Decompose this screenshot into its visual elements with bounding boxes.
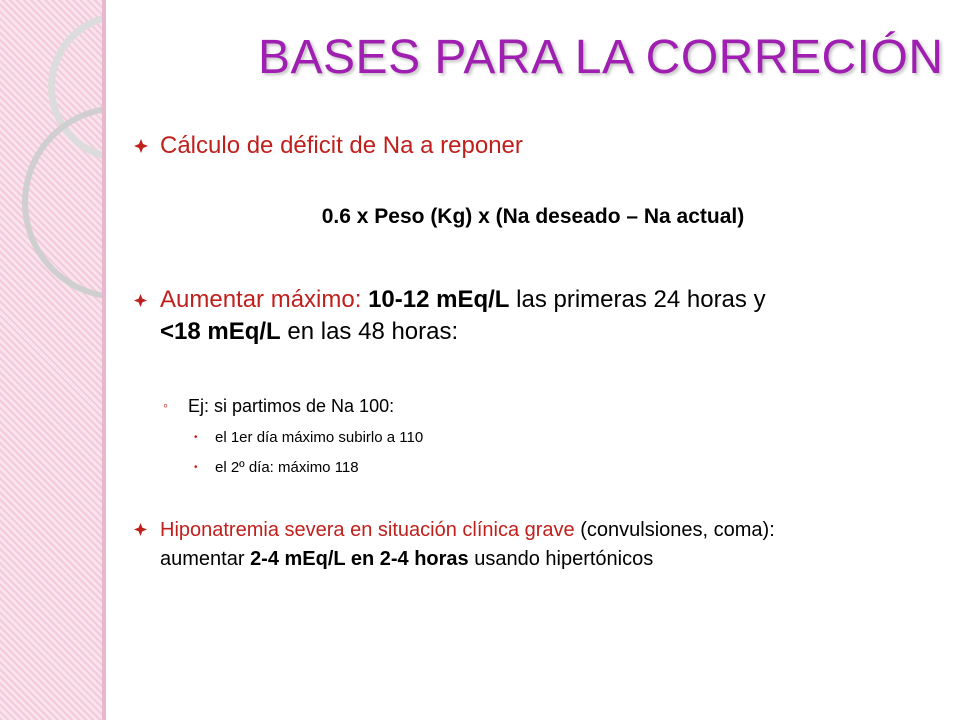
diamond-bullet-icon [134,294,147,307]
severe-text: (convulsiones, coma): [574,519,775,541]
slide-title: BASES PARA LA CORRECIÓN [258,31,944,84]
severe-text: usando hipertónicos [468,548,654,570]
diamond-bullet-icon [134,523,147,536]
severe-text: aumentar [160,548,251,570]
sidebar-edge [102,0,106,720]
example-day2: el 2º día: máximo 118 [215,459,359,476]
bullet-max-increase [160,284,920,348]
severe-label: Hiponatremia severa en situación clínica grave [160,519,575,541]
value-10-12: 10-12 mEq/L [368,286,510,313]
dot-bullet-icon: • [194,462,198,473]
bullet-severe [160,516,920,574]
bullet-max-increase-text: las primeras 24 horas y [509,286,766,313]
formula: 0.6 x Peso (Kg) x (Na deseado – Na actual) [321,205,745,228]
bullet-max-increase-text: Aumentar máximo: [160,286,369,313]
bullet-deficit: Cálculo de déficit de Na a reponer [160,132,523,159]
example-line: Ej: si partimos de Na 100: [188,396,395,416]
value-2-4: 2-4 mEq/L en 2-4 horas [250,548,469,570]
circle-bullet-icon: ◦ [163,397,168,413]
content-background [106,0,960,720]
value-lt18: <18 mEq/L [160,318,281,345]
example-day1: el 1er día máximo subirlo a 110 [215,429,424,446]
bullet-max-increase-text: en las 48 horas: [280,318,459,345]
dot-bullet-icon: • [194,432,198,443]
diamond-bullet-icon [134,139,147,152]
